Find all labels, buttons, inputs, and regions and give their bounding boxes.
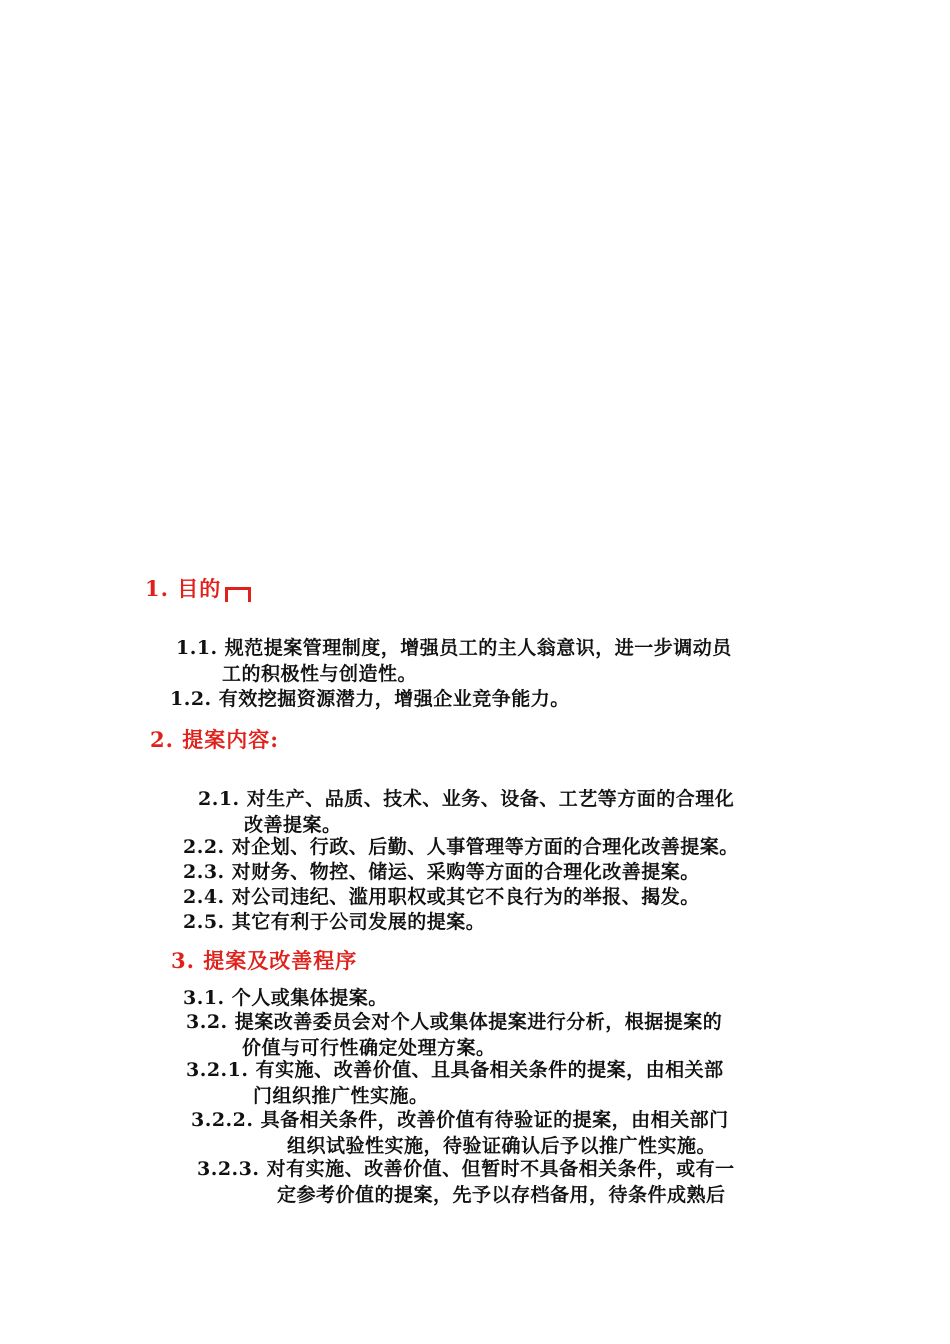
section-3-heading-text: 3. 提案及改善程序 — [171, 948, 358, 973]
section-3-heading — [171, 945, 357, 975]
section-2-heading-text: 2. 提案内容: — [150, 727, 279, 752]
item-3-1 — [183, 985, 388, 1011]
item-3-2-3-line1: 3.2.3. 对有实施、改善价值、但暂时不具备相关条件，或有一 — [197, 1158, 735, 1180]
item-2-3 — [183, 859, 700, 885]
item-1-2-line1: 1.2. 有效挖掘资源潜力，增强企业竞争能力。 — [170, 688, 570, 710]
item-3-1-line1: 3.1. 个人或集体提案。 — [183, 987, 388, 1009]
item-2-2 — [183, 834, 739, 860]
item-2-2-line1: 2.2. 对企划、行政、后勤、人事管理等方面的合理化改善提案。 — [183, 836, 739, 858]
item-3-2-1-line1: 3.2.1. 有实施、改善价值、且具备相关条件的提案，由相关部 — [186, 1059, 724, 1081]
item-3-2-2-line2: 组织试验性实施，待验证确认后予以推广性实施。 — [287, 1135, 717, 1157]
section-1-heading — [145, 573, 251, 603]
item-1-2 — [170, 686, 570, 712]
item-3-2-3-line2: 定参考价值的提案，先予以存档备用，待条件成熟后 — [277, 1184, 726, 1206]
item-2-4 — [183, 884, 700, 910]
item-1-1-line2: 工的积极性与创造性。 — [222, 663, 418, 685]
item-2-1 — [198, 786, 734, 838]
section-1-heading-text: 1. 目的 — [145, 576, 222, 601]
item-3-2-line1: 3.2. 提案改善委员会对个人或集体提案进行分析，根据提案的 — [186, 1011, 723, 1033]
item-3-2-2-line1: 3.2.2. 具备相关条件，改善价值有待验证的提案，由相关部门 — [191, 1109, 729, 1131]
item-3-2 — [186, 1009, 722, 1061]
item-1-1-line1: 1.1. 规范提案管理制度，增强员工的主人翁意识，进一步调动员 — [176, 637, 732, 659]
item-2-3-line1: 2.3. 对财务、物控、储运、采购等方面的合理化改善提案。 — [183, 861, 700, 883]
item-2-1-line2: 改善提案。 — [244, 814, 342, 836]
item-2-5 — [183, 909, 485, 935]
item-3-2-line2: 价值与可行性确定处理方案。 — [242, 1037, 496, 1059]
item-2-4-line1: 2.4. 对公司违纪、滥用职权或其它不良行为的举报、揭发。 — [183, 886, 700, 908]
item-3-2-2 — [191, 1107, 729, 1159]
item-1-1 — [176, 635, 732, 687]
section-2-heading — [150, 724, 279, 754]
item-2-1-line1: 2.1. 对生产、品质、技术、业务、设备、工艺等方面的合理化 — [198, 788, 735, 810]
item-3-2-1-line2: 门组织推广性实施。 — [253, 1085, 429, 1107]
red-edit-mark — [225, 587, 251, 602]
item-2-5-line1: 2.5. 其它有利于公司发展的提案。 — [183, 911, 486, 933]
item-3-2-3 — [197, 1156, 735, 1208]
item-3-2-1 — [186, 1057, 724, 1109]
